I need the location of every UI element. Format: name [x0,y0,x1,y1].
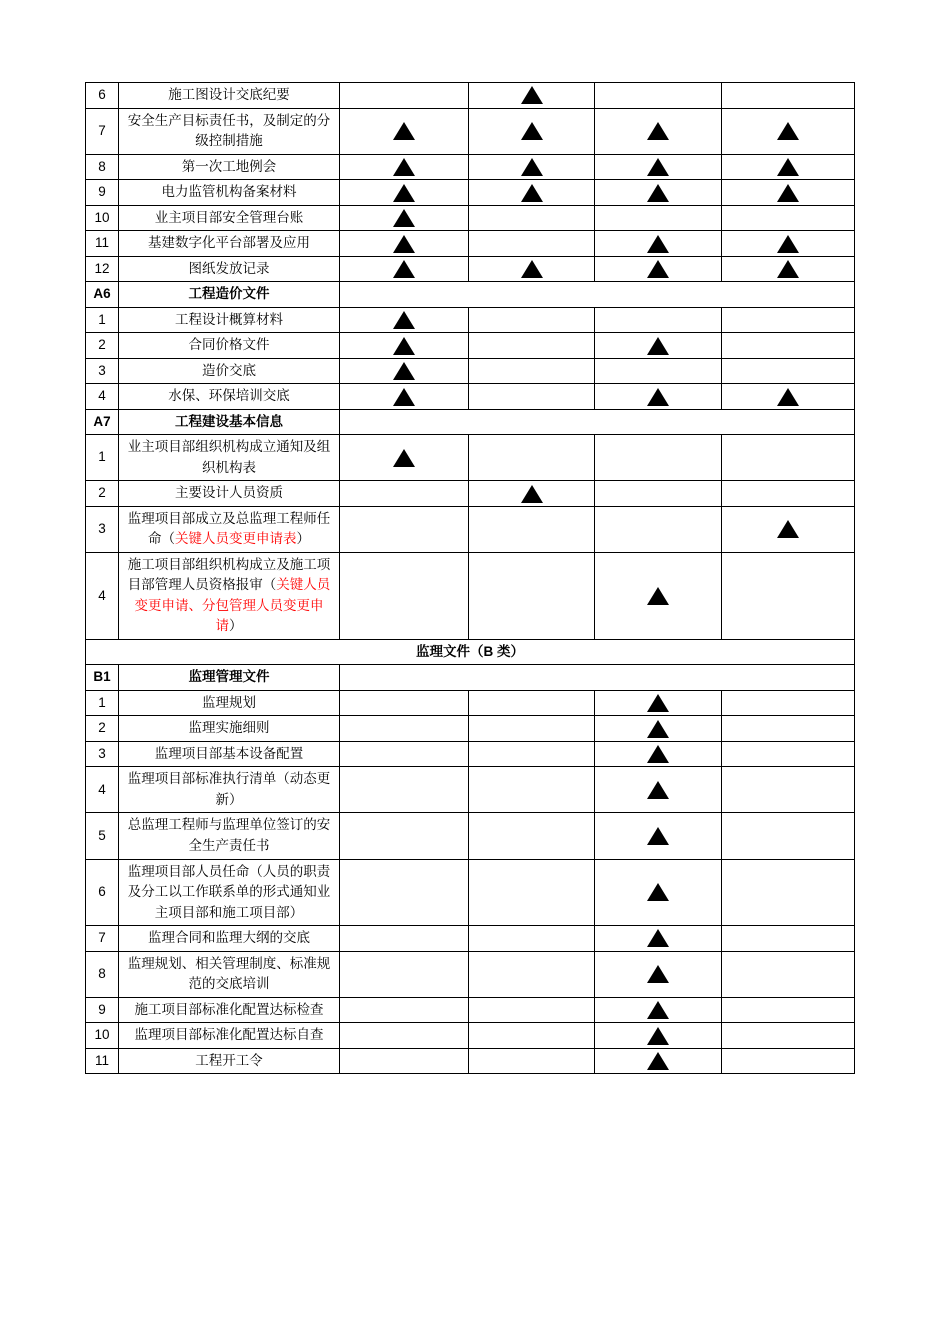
triangle-mark-icon [521,485,543,503]
table-row [86,83,855,109]
triangle-mark-icon [393,362,415,380]
mark-cell-empty [722,83,855,109]
triangle-mark-icon [777,260,799,278]
mark-cell-empty [722,1048,855,1074]
row-label: 合同价格文件 [119,333,340,359]
mark-cell-empty [469,307,595,333]
table-row [86,1048,855,1074]
mark-cell-filled [722,180,855,206]
row-label: 总监理工程师与监理单位签订的安全生产责任书 [119,813,340,859]
mark-cell-empty [469,205,595,231]
triangle-mark-icon [777,158,799,176]
mark-cell-filled [595,951,722,997]
triangle-mark-icon [393,122,415,140]
table-row [86,108,855,154]
group-title-b: 监理文件（B 类） [86,639,855,665]
mark-cell-filled [469,256,595,282]
mark-cell-filled [595,741,722,767]
table-row [86,716,855,742]
row-number: 6 [86,83,119,109]
row-label-black-prefix: 施工项目部组织机构成立及施工项目部管理人员资格报审（ [127,556,331,593]
row-label-black-prefix: 监理项目部成立及总监理工程师任命（ [127,510,331,547]
triangle-mark-icon [393,311,415,329]
row-label: 工程开工令 [119,1048,340,1074]
mark-cell-empty [340,926,469,952]
section-merged-cell [340,282,855,308]
section-title: 工程造价文件 [119,282,340,308]
triangle-mark-icon [777,235,799,253]
row-number: 9 [86,997,119,1023]
mark-cell-empty [340,1048,469,1074]
document-checklist-table [85,82,855,1074]
table-row [86,997,855,1023]
section-header-row-b1 [86,665,855,691]
table-row [86,154,855,180]
row-number: 3 [86,506,119,552]
row-number: 10 [86,1023,119,1049]
mark-cell-filled [722,108,855,154]
mark-cell-empty [595,83,722,109]
row-label: 安全生产目标责任书，及制定的分级控制措施 [119,108,340,154]
triangle-mark-icon [647,158,669,176]
row-label: 图纸发放记录 [119,256,340,282]
mark-cell-filled [340,256,469,282]
mark-cell-empty [722,741,855,767]
triangle-mark-icon [521,184,543,202]
row-label: 监理规划 [119,690,340,716]
row-number: 7 [86,108,119,154]
triangle-mark-icon [777,520,799,538]
mark-cell-filled [722,256,855,282]
row-label: 工程设计概算材料 [119,307,340,333]
mark-cell-filled [469,83,595,109]
mark-cell-empty [469,813,595,859]
row-label-red-note: 关键人员变更申请表 [175,531,297,547]
triangle-mark-icon [393,158,415,176]
table-row [86,307,855,333]
section-header-row-a6 [86,282,855,308]
mark-cell-filled [469,481,595,507]
mark-cell-filled [340,154,469,180]
row-label: 监理合同和监理大纲的交底 [119,926,340,952]
table-row [86,690,855,716]
mark-cell-empty [469,690,595,716]
row-label: 监理项目部基本设备配置 [119,741,340,767]
table-row [86,384,855,410]
mark-cell-empty [340,690,469,716]
row-label: 监理项目部人员任命（人员的职责及分工以工作联系单的形式通知业主项目部和施工项目部） [119,859,340,926]
row-number: 2 [86,716,119,742]
triangle-mark-icon [647,781,669,799]
mark-cell-empty [340,716,469,742]
mark-cell-empty [722,333,855,359]
mark-cell-empty [469,951,595,997]
row-number: 5 [86,813,119,859]
mark-cell-filled [595,690,722,716]
section-code: A6 [86,282,119,308]
mark-cell-empty [722,690,855,716]
row-number: 9 [86,180,119,206]
triangle-mark-icon [393,260,415,278]
mark-cell-filled [722,506,855,552]
triangle-mark-icon [393,209,415,227]
mark-cell-empty [340,1023,469,1049]
mark-cell-empty [469,767,595,813]
mark-cell-filled [595,552,722,639]
row-label: 第一次工地例会 [119,154,340,180]
row-number: 7 [86,926,119,952]
table-row [86,358,855,384]
mark-cell-filled [595,180,722,206]
table-row [86,767,855,813]
group-title-row-b [86,639,855,665]
mark-cell-filled [340,180,469,206]
mark-cell-empty [340,813,469,859]
mark-cell-empty [340,741,469,767]
mark-cell-empty [722,767,855,813]
mark-cell-empty [469,552,595,639]
row-label: 业主项目部安全管理台账 [119,205,340,231]
row-label: 监理规划、相关管理制度、标准规范的交底培训 [119,951,340,997]
row-number: 3 [86,741,119,767]
triangle-mark-icon [647,184,669,202]
row-number: 2 [86,481,119,507]
table-row [86,859,855,926]
row-number: 1 [86,435,119,481]
row-number: 8 [86,951,119,997]
mark-cell-empty [722,926,855,952]
mark-cell-filled [595,384,722,410]
table-row [86,951,855,997]
row-number: 10 [86,205,119,231]
row-label-red-note: 关键人员变更申请、分包管理人员变更申请 [134,577,331,634]
table-row [86,552,855,639]
row-label-black-suffix: ） [296,531,310,547]
mark-cell-filled [595,231,722,257]
table-row [86,231,855,257]
mark-cell-empty [595,481,722,507]
mark-cell-empty [595,435,722,481]
table-row [86,926,855,952]
mark-cell-empty [469,358,595,384]
row-number: 1 [86,690,119,716]
row-label: 施工项目部标准化配置达标检查 [119,997,340,1023]
row-number: 2 [86,333,119,359]
triangle-mark-icon [393,337,415,355]
triangle-mark-icon [647,1001,669,1019]
triangle-mark-icon [647,1052,669,1070]
triangle-mark-icon [393,184,415,202]
row-label: 施工图设计交底纪要 [119,83,340,109]
row-label-black-suffix: ） [229,618,243,634]
mark-cell-empty [469,435,595,481]
mark-cell-empty [722,813,855,859]
table-row [86,1023,855,1049]
triangle-mark-icon [647,965,669,983]
row-number: 6 [86,859,119,926]
mark-cell-empty [595,205,722,231]
mark-cell-filled [722,231,855,257]
row-number: 8 [86,154,119,180]
mark-cell-filled [340,205,469,231]
mark-cell-empty [722,552,855,639]
mark-cell-empty [469,926,595,952]
row-label: 主要设计人员资质 [119,481,340,507]
mark-cell-filled [595,767,722,813]
triangle-mark-icon [393,235,415,253]
row-number: 12 [86,256,119,282]
triangle-mark-icon [647,1027,669,1045]
triangle-mark-icon [647,929,669,947]
row-number: 4 [86,767,119,813]
mark-cell-filled [340,435,469,481]
mark-cell-filled [469,154,595,180]
mark-cell-filled [340,333,469,359]
mark-cell-empty [340,951,469,997]
mark-cell-empty [340,859,469,926]
mark-cell-empty [340,506,469,552]
row-label: 水保、环保培训交底 [119,384,340,410]
mark-cell-empty [340,83,469,109]
triangle-mark-icon [393,388,415,406]
mark-cell-filled [595,154,722,180]
row-number: 1 [86,307,119,333]
mark-cell-filled [722,154,855,180]
section-title: 工程建设基本信息 [119,409,340,435]
mark-cell-filled [340,384,469,410]
triangle-mark-icon [647,122,669,140]
row-label: 造价交底 [119,358,340,384]
triangle-mark-icon [647,388,669,406]
row-number: 3 [86,358,119,384]
mark-cell-empty [469,997,595,1023]
triangle-mark-icon [647,694,669,712]
triangle-mark-icon [521,158,543,176]
mark-cell-filled [469,180,595,206]
mark-cell-filled [595,926,722,952]
triangle-mark-icon [647,745,669,763]
table-row [86,333,855,359]
triangle-mark-icon [777,388,799,406]
section-merged-cell [340,409,855,435]
row-number: 11 [86,1048,119,1074]
triangle-mark-icon [647,720,669,738]
triangle-mark-icon [647,587,669,605]
mark-cell-filled [595,716,722,742]
row-number: 4 [86,384,119,410]
table-row [86,180,855,206]
mark-cell-filled [595,333,722,359]
mark-cell-empty [722,435,855,481]
triangle-mark-icon [647,337,669,355]
mark-cell-empty [469,716,595,742]
table-row [86,205,855,231]
section-header-row-a7 [86,409,855,435]
row-number: 4 [86,552,119,639]
mark-cell-filled [340,358,469,384]
triangle-mark-icon [777,122,799,140]
mark-cell-empty [595,358,722,384]
triangle-mark-icon [777,184,799,202]
mark-cell-empty [469,1048,595,1074]
mark-cell-empty [722,951,855,997]
section-code: B1 [86,665,119,691]
triangle-mark-icon [647,260,669,278]
mark-cell-filled [595,1023,722,1049]
mark-cell-empty [340,767,469,813]
table-row [86,481,855,507]
mark-cell-empty [722,859,855,926]
triangle-mark-icon [521,122,543,140]
table-row [86,506,855,552]
mark-cell-filled [595,108,722,154]
mark-cell-filled [340,108,469,154]
table-row [86,813,855,859]
section-merged-cell [340,665,855,691]
mark-cell-filled [722,384,855,410]
mark-cell-empty [469,231,595,257]
mark-cell-empty [722,997,855,1023]
row-label: 电力监管机构备案材料 [119,180,340,206]
triangle-mark-icon [647,883,669,901]
mark-cell-filled [595,256,722,282]
table-row [86,256,855,282]
mark-cell-empty [469,384,595,410]
triangle-mark-icon [647,235,669,253]
row-number: 11 [86,231,119,257]
mark-cell-empty [340,552,469,639]
mark-cell-empty [595,307,722,333]
mark-cell-empty [722,716,855,742]
mark-cell-empty [469,741,595,767]
mark-cell-filled [595,997,722,1023]
mark-cell-filled [340,307,469,333]
mark-cell-empty [722,205,855,231]
row-label: 监理项目部标准化配置达标自查 [119,1023,340,1049]
row-label [119,506,340,552]
triangle-mark-icon [393,449,415,467]
table-row [86,741,855,767]
mark-cell-empty [722,481,855,507]
section-code: A7 [86,409,119,435]
mark-cell-empty [722,307,855,333]
section-title: 监理管理文件 [119,665,340,691]
mark-cell-filled [340,231,469,257]
triangle-mark-icon [647,827,669,845]
mark-cell-empty [595,506,722,552]
table-row [86,435,855,481]
mark-cell-filled [595,1048,722,1074]
mark-cell-filled [595,859,722,926]
mark-cell-filled [469,108,595,154]
mark-cell-empty [469,859,595,926]
mark-cell-empty [722,1023,855,1049]
mark-cell-empty [469,1023,595,1049]
mark-cell-filled [595,813,722,859]
mark-cell-empty [340,481,469,507]
row-label: 基建数字化平台部署及应用 [119,231,340,257]
mark-cell-empty [722,358,855,384]
row-label: 监理实施细则 [119,716,340,742]
row-label [119,552,340,639]
triangle-mark-icon [521,86,543,104]
triangle-mark-icon [521,260,543,278]
row-label: 业主项目部组织机构成立通知及组织机构表 [119,435,340,481]
mark-cell-empty [469,506,595,552]
mark-cell-empty [469,333,595,359]
mark-cell-empty [340,997,469,1023]
row-label: 监理项目部标准执行清单（动态更新） [119,767,340,813]
